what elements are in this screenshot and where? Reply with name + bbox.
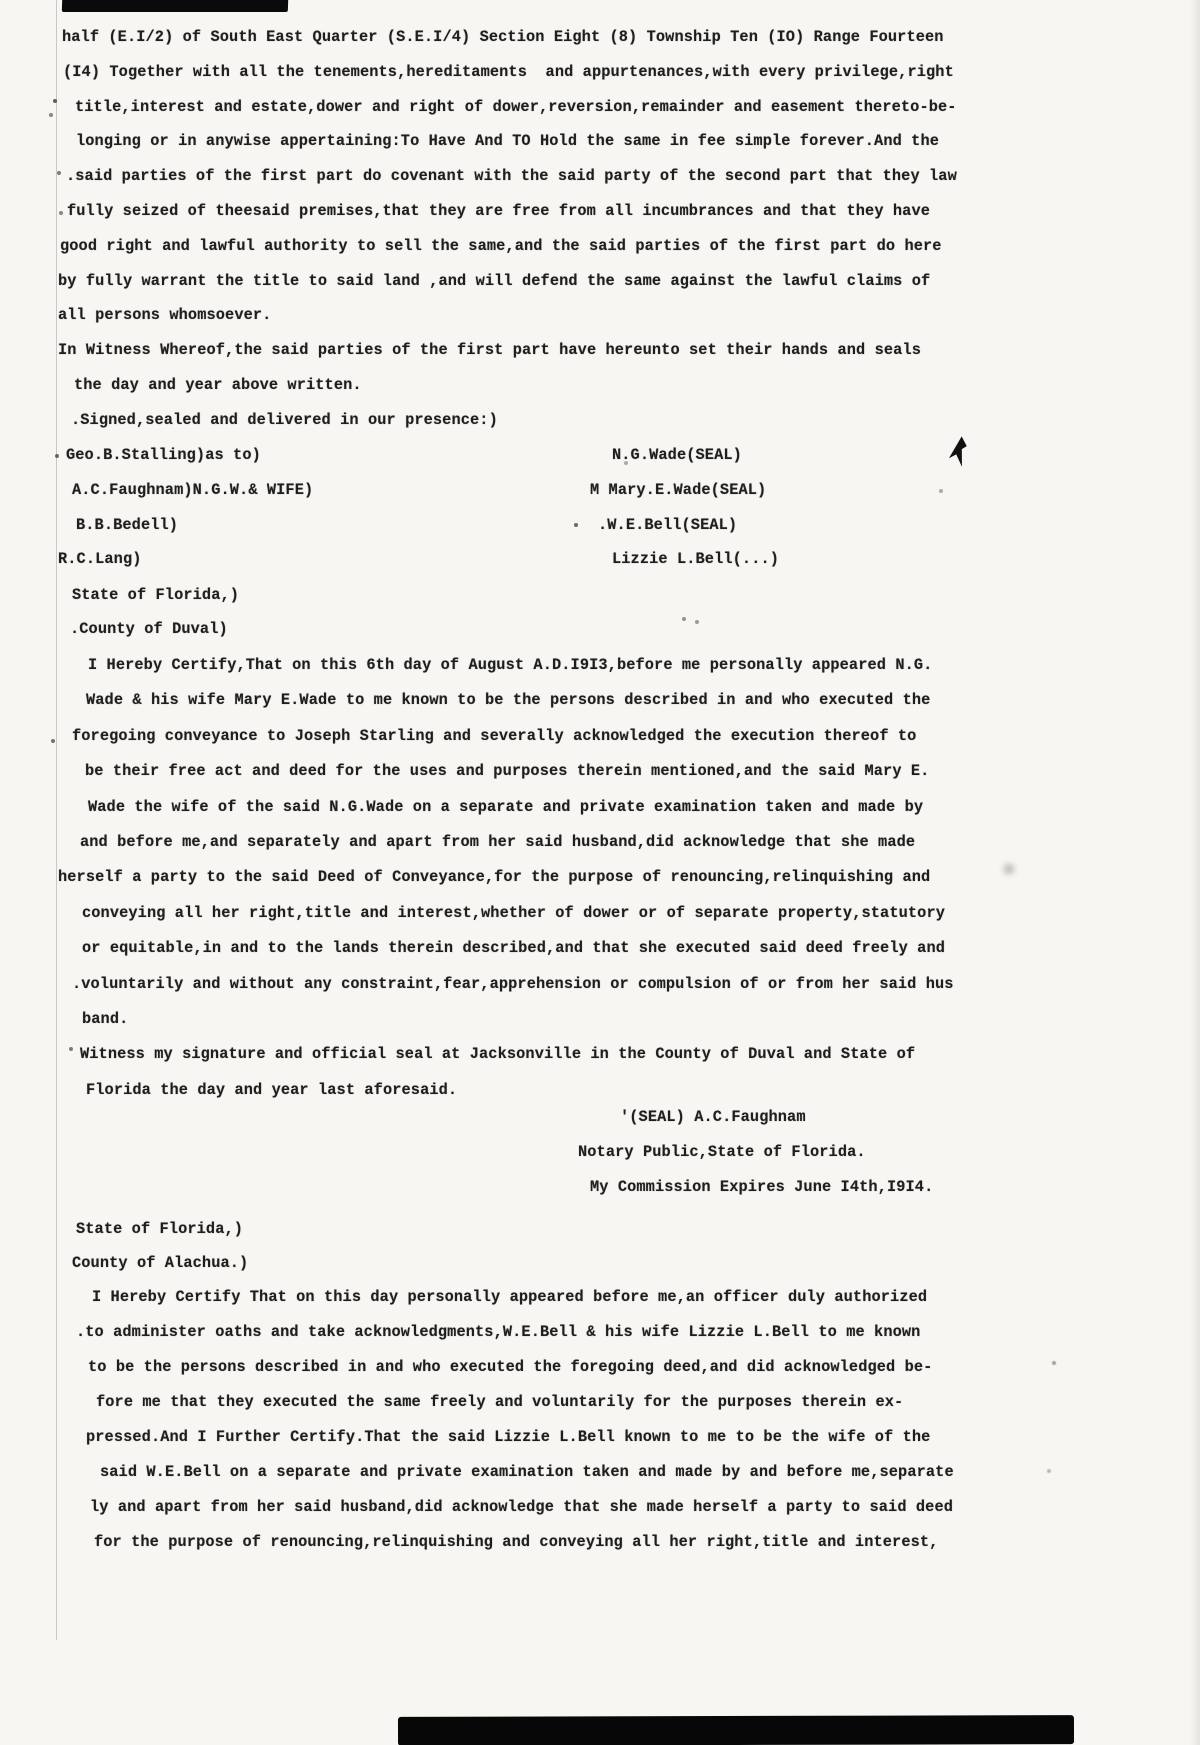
- document-line: the day and year above written.: [74, 375, 362, 394]
- county-line-duval: .County of Duval): [70, 620, 228, 638]
- document-line: conveying all her right,title and interest,whether of dower or of separate property,statutory: [82, 903, 946, 922]
- document-line: Wade the wife of the said N.G.Wade on a separate and private examination taken and made by: [88, 797, 924, 816]
- document-line: for the purpose of renouncing,relinquishing and conveying all her right,title and interest,: [94, 1533, 939, 1551]
- document-line: .to administer oaths and take acknowledgments,W.E.Bell & his wife Lizzie L.Bell to me known: [76, 1323, 921, 1341]
- witness-name: A.C.Faughnam)N.G.W.& WIFE): [72, 480, 314, 499]
- document-line: half (E.I/2) of South East Quarter (S.E.I/4) Section Eight (8) Township Ten (IO) Range Fourteen: [62, 28, 944, 46]
- signer-seal-name: .W.E.Bell(SEAL): [598, 515, 738, 534]
- notary-commission-line: My Commission Expires June I4th,I9I4.: [590, 1178, 934, 1196]
- scan-artifact-bottom-bar: [398, 1715, 1074, 1745]
- document-line: longing or in anywise appertaining:To Have And TO Hold the same in fee simple forever.And the: [76, 132, 940, 151]
- duval-paragraph: [58, 648, 954, 1108]
- witness-name: B.B.Bedell): [76, 515, 179, 534]
- witness-name: Geo.B.Stalling)as to): [66, 446, 261, 464]
- signature-row: [58, 508, 1038, 543]
- scan-margin-line: [56, 0, 57, 1640]
- county-line-alachua: County of Alachua.): [72, 1254, 249, 1272]
- witness-name: R.C.Lang): [58, 550, 142, 569]
- notary-title-line: Notary Public,State of Florida.: [578, 1143, 866, 1161]
- document-line: band.: [82, 1009, 129, 1028]
- document-line: and before me,and separately and apart from her said husband,did acknowledge that she made: [80, 832, 916, 851]
- document-line: good right and lawful authority to sell the same,and the said parties of the first part do here: [60, 236, 942, 255]
- notary-seal-line: '(SEAL) A.C.Faughnam: [620, 1108, 806, 1126]
- document-line: .voluntarily and without any constraint,fear,apprehension or compulsion of or from her said hus: [72, 974, 954, 993]
- document-line: In Witness Whereof,the said parties of the first part have hereunto set their hands and seals: [58, 341, 922, 360]
- document-line: I Hereby Certify That on this day personally appeared before me,an officer duly authorized: [92, 1288, 928, 1306]
- signer-seal-name: M Mary.E.Wade(SEAL): [590, 480, 767, 499]
- ink-specks: [0, 0, 2, 2]
- alachua-paragraph: [58, 1280, 954, 1560]
- state-line-duval: State of Florida,): [72, 586, 240, 604]
- signature-row: [58, 438, 1038, 473]
- signer-seal-name: N.G.Wade(SEAL): [612, 446, 742, 464]
- signature-row: [58, 542, 1038, 577]
- document-line: herself a party to the said Deed of Conveyance,for the purpose of renouncing,relinquishing and: [58, 868, 931, 887]
- document-line: said W.E.Bell on a separate and private examination taken and made by and before me,separate: [100, 1463, 954, 1481]
- document-line: Witness my signature and official seal at Jacksonville in the County of Duval and State of: [80, 1045, 916, 1064]
- document-line: pressed.And I Further Certify.That the said Lizzie L.Bell known to me to be the wife of the: [86, 1428, 931, 1446]
- document-line: foregoing conveyance to Joseph Starling and severally acknowledged the execution thereof to: [72, 726, 917, 745]
- deed-body-text: [58, 20, 957, 438]
- signature-row: [58, 473, 1038, 508]
- document-line: .Signed,sealed and delivered in our presence:): [71, 410, 498, 429]
- signer-seal-name: Lizzie L.Bell(...): [612, 550, 780, 569]
- state-line-alachua: State of Florida,): [76, 1220, 244, 1238]
- document-line: ly and apart from her said husband,did acknowledge that she made herself a party to said deed: [90, 1498, 954, 1516]
- document-line: title,interest and estate,dower and right of dower,reversion,remainder and easement thereto-be-: [75, 97, 957, 116]
- document-line: by fully warrant the title to said land ,and will defend the same against the lawful claims of: [58, 271, 931, 290]
- scan-artifact-top-bar: [62, 0, 288, 12]
- document-line: fully seized of theesaid premises,that they are free from all incumbrances and that they have: [67, 201, 931, 220]
- signature-block: [58, 438, 1038, 577]
- document-line: (I4) Together with all the tenements,hereditaments and appurtenances,with every privilege,right: [63, 62, 954, 81]
- document-line: Florida the day and year last aforesaid.: [86, 1080, 458, 1099]
- document-line: I Hereby Certify,That on this 6th day of August A.D.I9I3,before me personally appeared N.G.: [88, 656, 933, 674]
- document-line: .said parties of the first part do covenant with the said party of the second part that they law: [66, 167, 957, 186]
- document-line: Wade & his wife Mary E.Wade to me known to be the persons described in and who executed the: [86, 691, 931, 710]
- document-line: be their free act and deed for the uses and purposes therein mentioned,and the said Mary E.: [85, 762, 930, 781]
- document-line: all persons whomsoever.: [58, 306, 272, 325]
- document-line: fore me that they executed the same freely and voluntarily for the purposes therein ex-: [96, 1393, 904, 1411]
- document-line: or equitable,in and to the lands therein described,and that she executed said deed freely and: [82, 939, 946, 958]
- document-line: to be the persons described in and who executed the foregoing deed,and did acknowledged be-: [88, 1358, 933, 1376]
